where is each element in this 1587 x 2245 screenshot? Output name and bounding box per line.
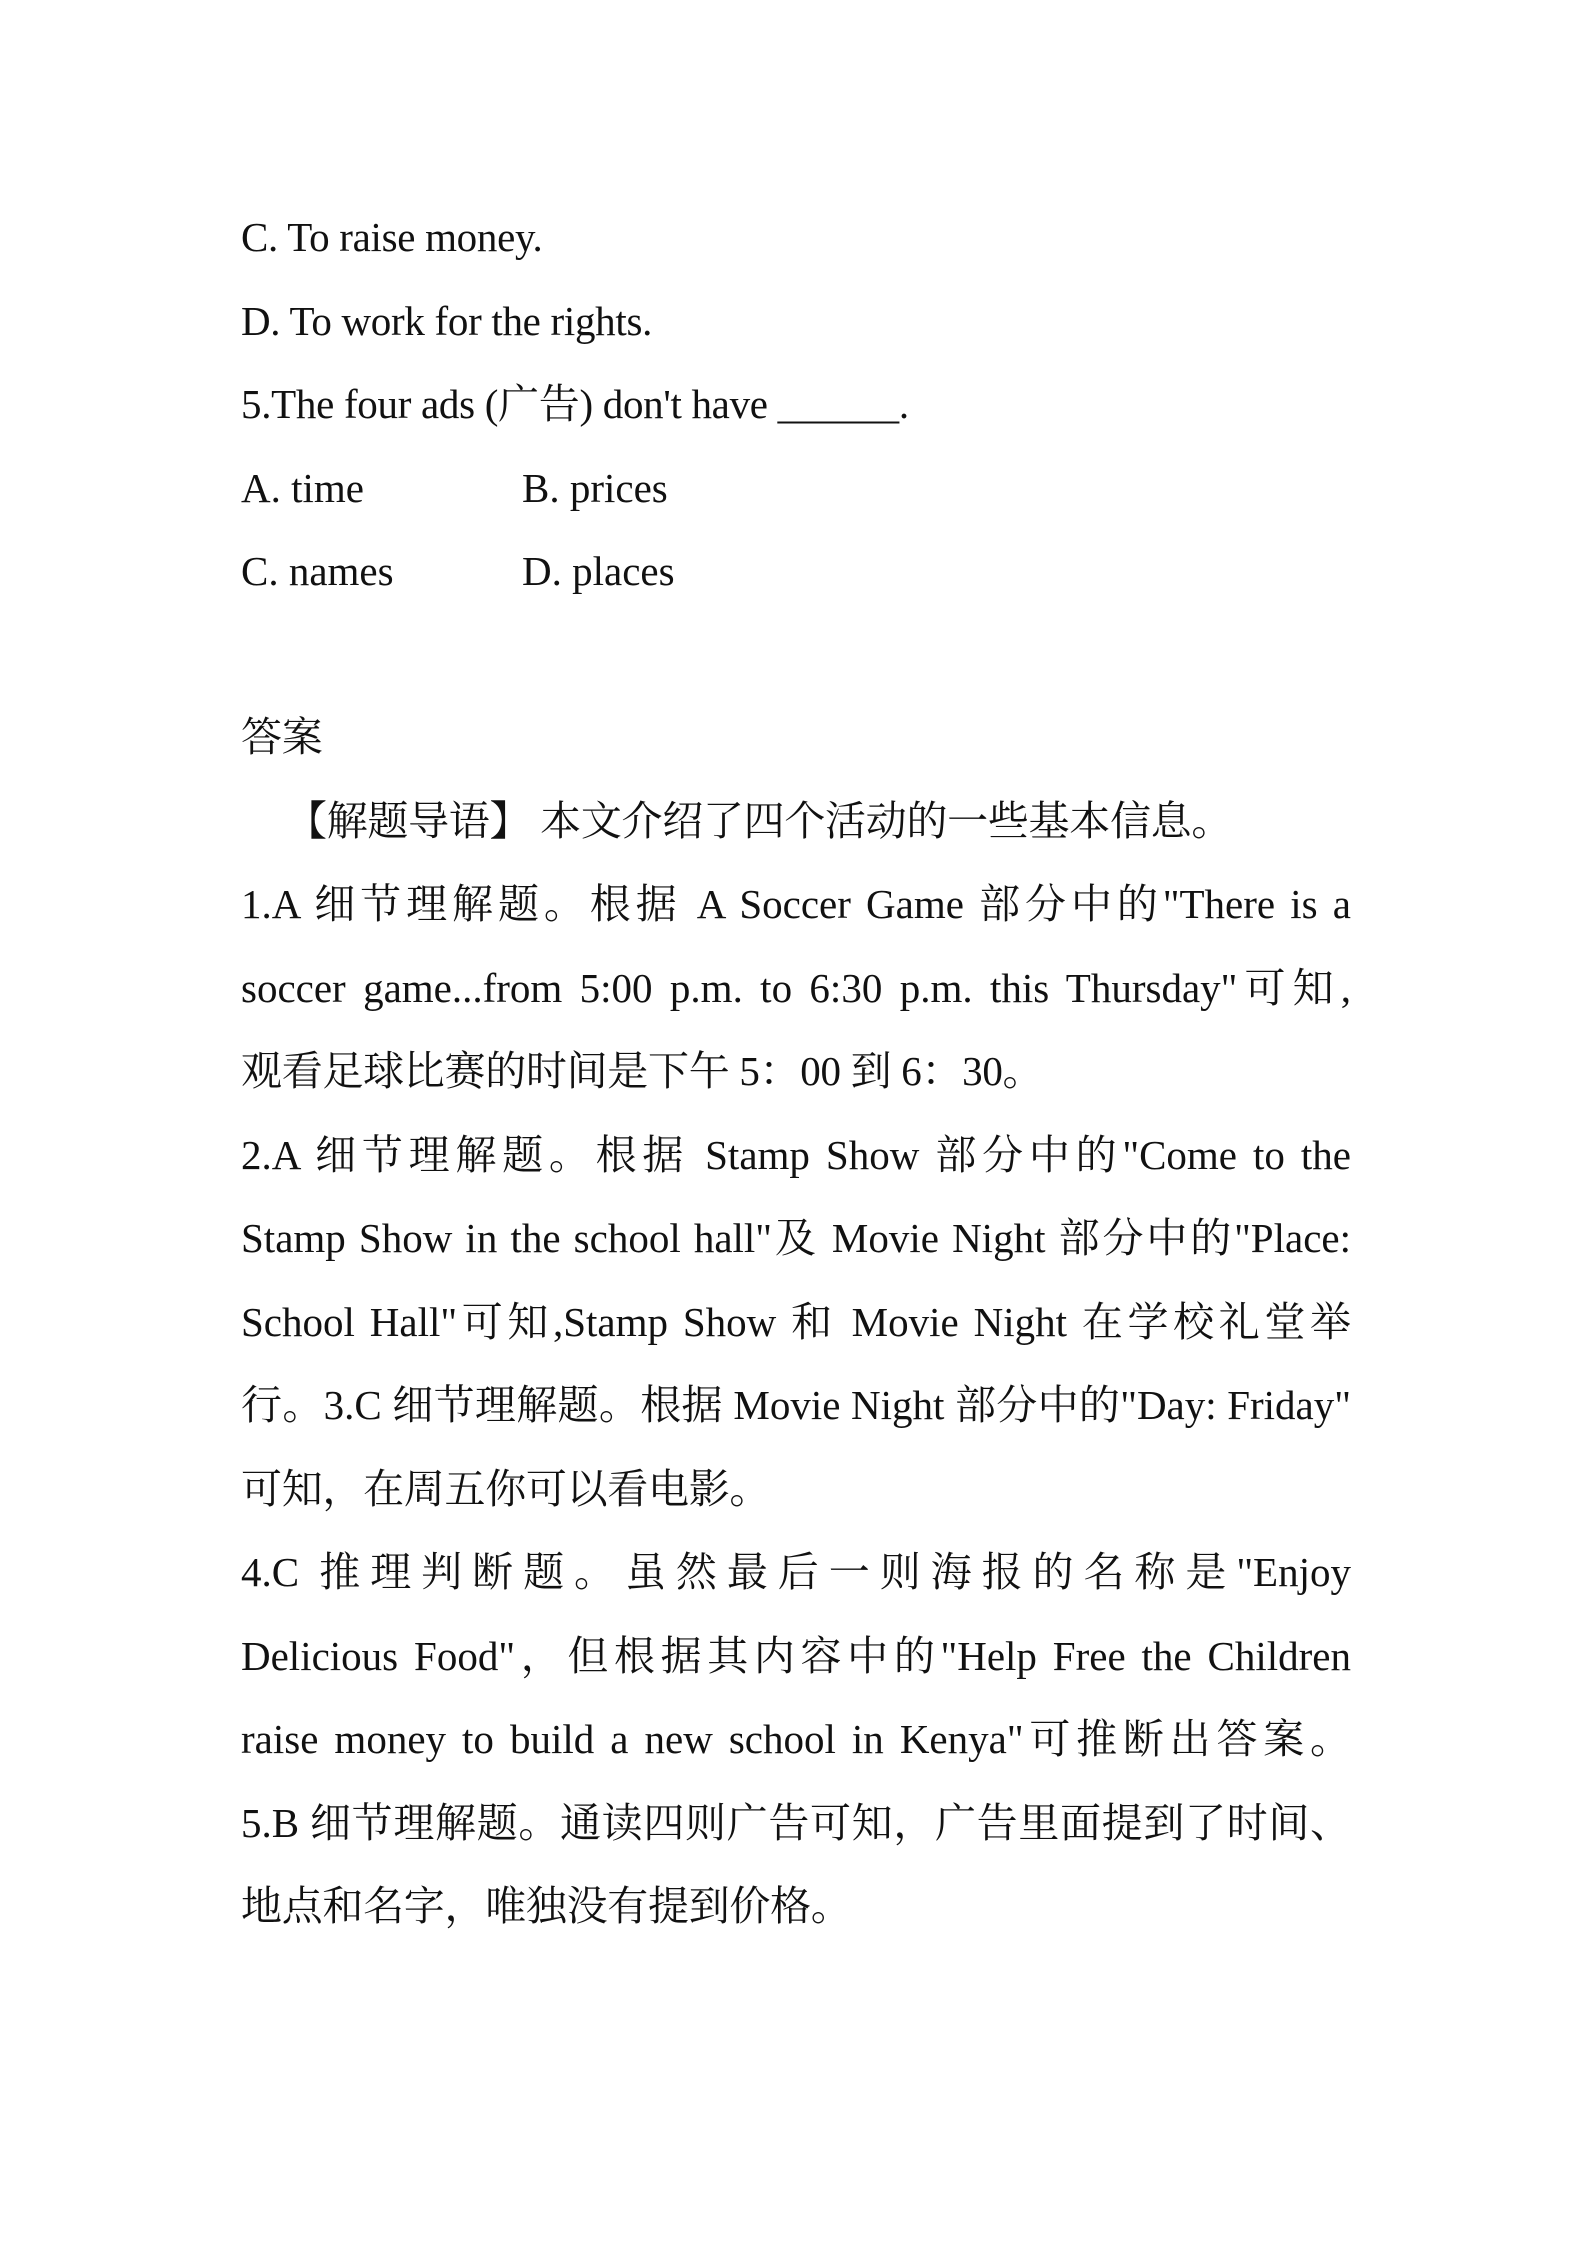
answer-line-11: raise money to build a new school in Kenya"可推断出答案。: [241, 1716, 1351, 1762]
answer-line-1: 1.A 细节理解题。根据 A Soccer Game 部分中的"There is a: [241, 881, 1351, 927]
question-4-option-c: C. To raise money.: [241, 214, 543, 260]
answer-line-7: 行。3.C 细节理解题。根据 Movie Night 部分中的"Day: Friday": [241, 1382, 1351, 1428]
answer-line-3: 观看足球比赛的时间是下午 5：00 到 6：30。: [241, 1048, 1044, 1094]
answer-line-9: 4.C 推理判断题。虽然最后一则海报的名称是"Enjoy: [241, 1549, 1351, 1595]
question-5-option-b: B. prices: [522, 465, 668, 511]
question-5-stem: 5.The four ads (广告) don't have ______.: [241, 381, 909, 427]
question-5-options-row-2: [241, 546, 675, 596]
answer-line-8: 可知，在周五你可以看电影。: [241, 1466, 771, 1512]
answer-line-5: Stamp Show in the school hall"及 Movie Night 部分中的"Place:: [241, 1215, 1351, 1261]
question-5-option-c: C. names: [241, 548, 394, 594]
question-5-option-a: A. time: [241, 465, 364, 511]
answer-line-2: soccer game...from 5:00 p.m. to 6:30 p.m. this Thursday"可知,: [241, 965, 1351, 1011]
question-5-option-d: D. places: [522, 548, 675, 594]
question-5-options-row-1: [241, 463, 668, 513]
answer-line-13: 地点和名字，唯独没有提到价格。: [241, 1883, 852, 1929]
answer-line-6: School Hall"可知,Stamp Show 和 Movie Night 在学校礼堂举: [241, 1299, 1351, 1345]
answer-line-4: 2.A 细节理解题。根据 Stamp Show 部分中的"Come to the: [241, 1132, 1351, 1178]
answer-line-10: Delicious Food"，但根据其内容中的"Help Free the Children: [241, 1633, 1351, 1679]
answer-heading: 答案: [241, 714, 323, 760]
question-4-option-d: D. To work for the rights.: [241, 298, 653, 344]
answer-line-12: 5.B 细节理解题。通读四则广告可知，广告里面提到了时间、: [241, 1800, 1351, 1846]
solution-guide: 【解题导语】 本文介绍了四个活动的一些基本信息。: [286, 798, 1233, 844]
